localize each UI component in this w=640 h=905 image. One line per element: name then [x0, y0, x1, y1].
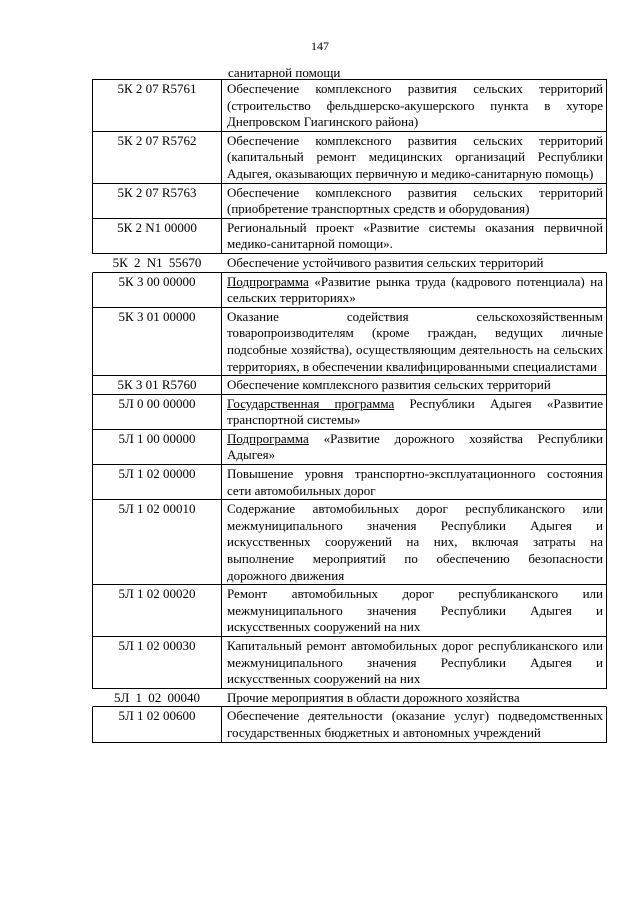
name-text: Региональный проект «Развитие системы оказания первичной медико-санитарной помощи».	[227, 219, 603, 252]
name-text: Обеспечение комплексного развития сельских территорий (приобретение транспортных средств и оборудования)	[227, 184, 603, 217]
name-cell	[222, 308, 606, 375]
name-cell	[222, 500, 606, 584]
table-row	[92, 465, 607, 500]
code-cell: 5К 3 00 00000	[93, 273, 222, 307]
name-text: Повышение уровня транспортно-эксплуатационного состояния сети автомобильных дорог	[227, 466, 603, 498]
table-row	[92, 80, 607, 132]
code-cell: 5Л 1 02 00000	[93, 465, 222, 499]
table-row	[92, 376, 607, 395]
name-cell	[222, 707, 606, 741]
program-prefix: Подпрограмма	[227, 430, 309, 446]
name-cell	[222, 430, 606, 464]
table-row	[92, 689, 607, 708]
table-row	[92, 132, 607, 184]
budget-classification-table	[92, 79, 607, 743]
name-cell	[222, 254, 606, 272]
name-cell	[222, 273, 606, 307]
program-prefix: Государственная программа	[227, 395, 395, 411]
name-cell	[222, 637, 606, 688]
name-cell	[222, 395, 606, 429]
name-cell	[222, 376, 606, 394]
name-text: Обеспечение комплексного развития сельских территорий (капитальный ремонт медицинских организаций Республики Адыгея, оказывающих первичную и медико-санитарную помощь)	[227, 132, 603, 181]
code-cell: 5Л 1 02 00600	[93, 707, 222, 741]
code-cell: 5К 3 01 00000	[93, 308, 222, 375]
code-cell: 5К 2 07 R5761	[93, 80, 222, 131]
code-cell: 5К 2 07 R5763	[93, 184, 222, 218]
code-cell: 5Л 1 00 00000	[93, 430, 222, 464]
name-text: Обеспечение комплексного развития сельских территорий (строительство фельдшерско-акушерского пункта в хуторе Днепровском Гиагинского района)	[227, 81, 603, 130]
continuation-text: санитарной помощи	[228, 65, 341, 80]
table-row	[92, 585, 607, 637]
program-prefix: Подпрограмма	[227, 273, 309, 289]
code-cell: 5К 2 N1 00000	[93, 219, 222, 253]
table-row	[92, 430, 607, 465]
page-number: 147	[311, 39, 329, 53]
name-text: Прочие мероприятия в области дорожного хозяйства	[227, 689, 520, 705]
code-cell: 5К 3 01 R5760	[93, 376, 222, 394]
table-row	[92, 707, 607, 742]
name-cell	[222, 585, 606, 636]
code-cell: 5Л 1 02 00030	[93, 637, 222, 688]
code-cell: 5К 2 N1 55670	[112, 254, 202, 270]
table-row	[92, 395, 607, 430]
name-text: Капитальный ремонт автомобильных дорог республиканского или межмуниципального значения Республики Адыгея и искусственных сооружений на них	[227, 638, 603, 687]
table-row	[92, 308, 607, 376]
name-cell	[222, 465, 606, 499]
code-cell: 5Л 1 02 00020	[93, 585, 222, 636]
code-cell: 5Л 0 00 00000	[93, 395, 222, 429]
table-row	[92, 219, 607, 254]
name-text: Обеспечение комплексного развития сельских территорий	[227, 377, 551, 393]
name-text: Содержание автомобильных дорог республиканского или межмуниципального значения Республики Адыгея и искусственных сооружений на них, включая затраты на выполнение мероприятий по обеспечению безопасности дорожного движения	[227, 501, 603, 583]
name-text: «Развитие рынка труда (кадрового потенциала) на сельских территориях»	[227, 273, 603, 306]
name-cell	[222, 689, 606, 707]
name-cell	[222, 132, 606, 183]
table-row	[92, 637, 607, 689]
code-cell: 5К 2 07 R5762	[93, 132, 222, 183]
name-text: Ремонт автомобильных дорог республиканского или межмуниципального значения Республики Адыгея и искусственных сооружений на них	[227, 586, 603, 635]
table-row	[92, 184, 607, 219]
name-text: «Развитие дорожного хозяйства Республики Адыгея»	[227, 430, 603, 463]
name-cell	[222, 219, 606, 253]
name-text: Обеспечение деятельности (оказание услуг) подведомственных государственных бюджетных и автономных учреждений	[227, 708, 603, 740]
table-row	[92, 500, 607, 585]
table-row	[92, 254, 607, 273]
code-cell: 5Л 1 02 00010	[93, 500, 222, 584]
name-cell	[222, 80, 606, 131]
code-cell: 5Л 1 02 00040	[113, 689, 201, 705]
name-text: Обеспечение устойчивого развития сельских территорий	[227, 254, 544, 270]
name-text: Республики Адыгея «Развитие транспортной системы»	[227, 395, 603, 428]
name-cell	[222, 184, 606, 218]
table-row	[92, 273, 607, 308]
name-text: Оказание содействия сельскохозяйственным товаропроизводителям (кроме граждан, ведущих личные подсобные хозяйства), осуществляющим деятельность на сельских территориях, в обеспечении квалифицированными специалистами	[227, 308, 603, 374]
